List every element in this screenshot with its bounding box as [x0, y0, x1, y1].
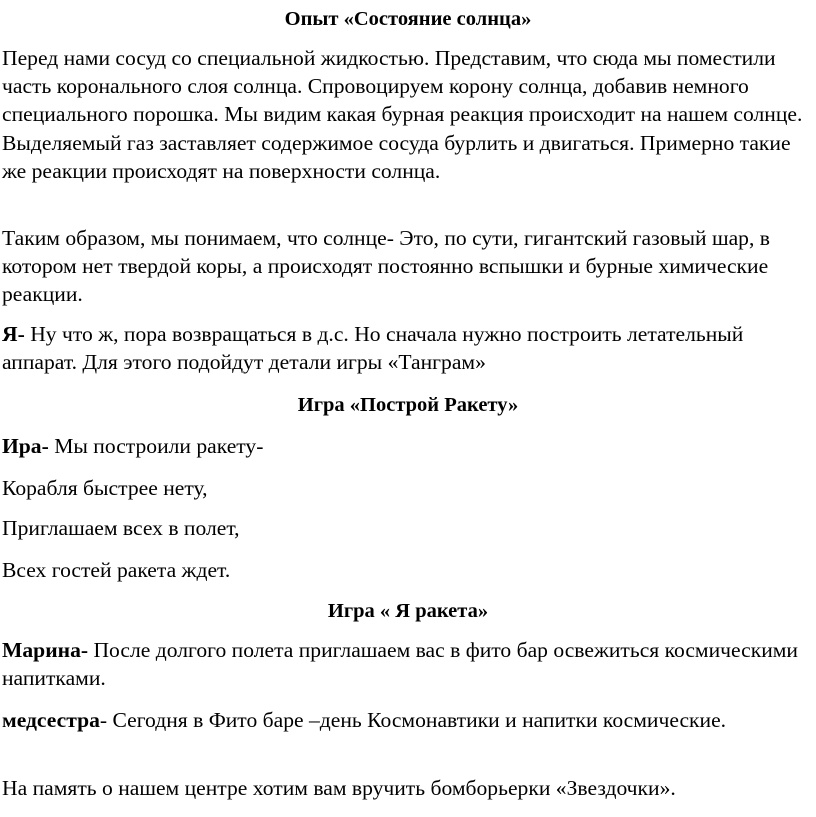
speaker-label: Марина-	[2, 638, 89, 662]
speaker-label: медсестра	[2, 708, 100, 732]
paragraph-text: - Сегодня в Фито баре –день Космонавтики и напитки космические.	[99, 708, 727, 732]
paragraph-marina	[2, 636, 812, 692]
paragraph-conclusion: Таким образом, мы понимаем, что солнце- Это, по сути, гигантский газовый шар, в котором нет твердой коры, а происходят постоянно вспышки и бурные химические реакции.	[2, 226, 770, 307]
paragraph-ya	[2, 320, 812, 376]
heading-experiment: Опыт «Состояние солнца»	[284, 8, 532, 30]
heading-game-build-rocket: Игра «Построй Ракету»	[297, 394, 519, 416]
speaker-label: Ира-	[2, 434, 49, 458]
heading-game-i-rocket: Игра « Я ракета»	[327, 600, 489, 622]
poem-line-3: Приглашаем всех в полет,	[2, 516, 240, 540]
paragraph-nurse	[2, 706, 812, 734]
paragraph-experiment-description: Перед нами сосуд со специальной жидкостью. Представим, что сюда мы поместили часть коронального слоя солнца. Спровоцируем корону солнца, добавив немного специального порошка. Мы видим какая бурная реакция происходит на нашем солнце. Выделяемый газ заставляет содержимое сосуда бурлить и двигаться. Примерно такие же реакции происходят на поверхности солнца.	[2, 46, 803, 183]
poem-line-1	[2, 432, 812, 460]
poem-line-2: Корабля быстрее нету,	[2, 476, 208, 500]
speaker-label: Я-	[2, 322, 25, 346]
poem-line-4: Всех гостей ракета ждет.	[2, 558, 231, 582]
paragraph-souvenir: На память о нашем центре хотим вам вручить бомборьерки «Звездочки».	[2, 776, 676, 800]
paragraph-text: Ну что ж, пора возвращаться в д.с. Но сначала нужно построить летательный аппарат. Для этого подойдут детали игры «Танграм»	[2, 322, 744, 375]
poem-text: Мы построили ракету-	[48, 434, 264, 458]
paragraph-text: После долгого полета приглашаем вас в фито бар освежиться космическими напитками.	[2, 638, 798, 691]
